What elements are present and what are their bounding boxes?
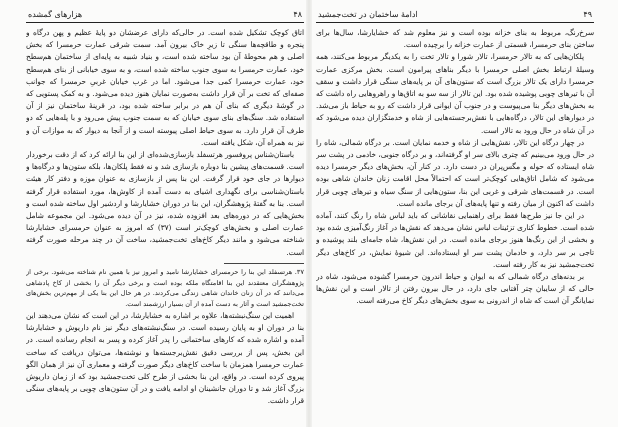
left-body-text	[26, 27, 304, 408]
right-paragraph-4: در این جا نیز طرح‌ها فقط برای راهنمایی نقاشانی که باید لباس شاه را رنگ کنند، آماده شده است. خطوط کناری تزئینات لباس نشان می‌دهد که نقش‌ها در آغاز رنگ‌آمیزی شده بود و بخشی از این رنگ‌ها هنوز برجای مانده است. در این نقش‌ها، شاه جامه‌ای بلند پوشیده و تاجی بر سر دارد، و خادمان پشت سر او ایستاده‌اند. این شیوهٔ نمایش، در کاخ‌های دیگر تخت‌جمشید نیز به کار رفته است.	[316, 211, 594, 269]
page-gutter	[306, 0, 312, 427]
right-paragraph-3: در چهار درگاه این تالار، نقش‌هایی از شاه و خدمه نمایان است. بر درگاه شمالی، شاه را در حال ورود می‌بینیم که چتری بالای سر او گرفته‌اند، و بر درگاه جنوبی، خادمی در پشت سر شاه ایستاده که حوله و مگس‌پران در دست دارد. در کنار آن، بخش‌های دیگر حرمسرا دیده می‌شود که شامل اتاق‌هایی کوچک‌تر است که احتمالاً محل اقامت زنان خاندان شاهی بوده است. در قسمت‌های شرقی و غربی این بنا، ستون‌هایی از سنگ سیاه و تیرهای چوبی قرار داشت که اکنون از میان رفته و تنها پایه‌های آن برجای مانده است.	[316, 137, 594, 208]
left-paragraph-3: اهمیت این سنگ‌نبشته‌ها، علاوه بر اشاره به خشایارشا، در این است که نشان می‌دهند این بنا در دوران او به پایان رسیده است. در سنگ‌نبشته‌های دیگر نیز نام داریوش و خشایارشا آمده و اشاره شده که کارهای ساختمانی را پدر آغاز کرده و پسر به انجام رسانده است. در این بخش، پس از بررسی دقیق نقش‌برجسته‌ها و نوشته‌ها، می‌توان دریافت که ساخت عمارت حرمسرا همزمان با ساخت کاخ‌های دیگر صورت گرفته و معماری آن نیز از همان الگو پیروی کرده است. در واقع، این بنا بخشی از طرح کلی تخت‌جمشید بود که از زمان داریوش بزرگ آغاز شد و تا دوران جانشینان او ادامه یافت و در آن ستون‌های چوبی بر پایه‌های سنگی قرار داشت.	[26, 311, 304, 406]
footnote-rule	[224, 263, 304, 264]
right-paragraph-1: سرخ‌رنگ، مربوط به بنای خزانه بوده است و نیز معلوم شد که خشایارشا، سال‌ها برای ساختن بنای حرمسرا، قسمتی از عمارت خزانه را برچیده است.	[316, 28, 594, 50]
left-paragraph-1: اتاق کوچک تشکیل شده است. در حالی‌که دارای عرضشان دو پایهٔ عظیم و پهن درگاه و پنجره و طاقچه‌ها سنگی تا زیرِ خاک بیرون آمد. سمت شرقی عمارت حرمسرا که بخش اصلی و هم محوطهٔ آن بود ساخته شده است، و بنیاد شبیه به پایه‌ای از ساختمان هم‌سطح خود، عمارت حرمسرا به سوی جنوب ساخته شده است، و به سوی خیابانی از بنای هم‌سطح خود، عمارت حرمسرا کمی جدا می‌شود. اما در غرب خیابان غربیِ حرمسرا که جوانب صفه‌ای که تخت بر آن قرار داشت به‌صورت نمایان هنوز دیده می‌شود. و به کمک پستویی که در گوشهٔ دیگری که بنای آن هم در برابر ساخته شده بود، در قرینهٔ ساختمان نیز از آن استفاده شد. سنگ‌های بنای سوی خیابان که به سمت جنوب پیش می‌رود و با پله‌هایی که دو طرف آن قرار دارد. به سوی حیاط اصلی پیوسته است و از آنجا به دیوار که به موازات آن و نیز به همراه آن، شکل یافته است.	[26, 28, 304, 147]
right-running-title: ادامهٔ ساختمان در تخت‌جمشید	[318, 10, 418, 19]
right-page-number: ۴۹	[583, 10, 592, 19]
left-footnote: ۳۷. هرتسفلد این بنا را حرمسرای خشایارشا نامید و امروز نیز با همین نام شناخته می‌شود. برخی از پژوهشگران معتقدند این بنا اقامتگاه ملکه بوده است و برخی دیگر آن را بخشی از کاخ پادشاهی می‌دانند که در آن زنان خاندان شاهی زندگی می‌کردند. در هر حال این بنا یکی از مهم‌ترین بخش‌های تخت‌جمشید است و آثار به دست آمده از آن بسیار ارزشمند است.	[26, 267, 304, 309]
left-paragraph-2: باستان‌شناس پروفسور هرتسفلد بازسازی‌شده‌ای از این بنا ارائه کرد که از دقت برخوردار است. قسمت‌های پیشین بنا دوباره بازسازی شد و نه فقط پلکان‌ها، بلکه ستون‌ها و درگاه‌ها و دیوارها در جای خود قرار گرفت. این بنا پس از بازسازی به عنوان موزه و دفتر کار هیئت باستان‌شناسی برای نگهداری اشیای به دست آمده از کاوش‌ها، مورد استفاده قرار گرفته است. بنا به گفتهٔ پژوهشگران، این بنا در دوران خشایارشا و اردشیر اول ساخته شده است و بخش‌هایی که در دوره‌های بعد افزوده شده، نیز در آن دیده می‌شود. این مجموعه شامل عمارت اصلی و بخش‌های کوچک‌تر است (۳۷) که امروز به عنوان حرمسرای خشایارشا شناخته می‌شود و مانند دیگر کاخ‌های تخت‌جمشید، ساخت آن در چند مرحله صورت گرفته است.	[26, 150, 304, 257]
left-running-title: هزارهای گمشده	[28, 10, 83, 19]
right-paragraph-2: پلکان‌هایی که به تالار حرمسرا، تالار شورا و تالار تخت را به یکدیگر مربوط می‌کنند، همه وسیلهٔ ارتباط بخش اصلی حرمسرا با دیگر بناهای پیرامون است. بخش مرکزی عمارت حرمسرا دارای یک تالار بزرگ است که ستون‌های آن بر پایه‌های سنگی قرار داشت و سقف آن با تیرهای چوبی پوشیده شده بود. این تالار از سه سو به اتاق‌ها و راهروهایی راه داشت که به بخش‌های دیگر بنا می‌پیوست و در جنوب آن ایوانی قرار داشت که رو به حیاط باز می‌شد. در دیوارهای این تالار، درگاه‌هایی با نقش‌برجسته‌هایی از شاه و خدمتگزاران دیده می‌شود که در آن شاه در حال ورود به تالار است.	[316, 52, 594, 135]
right-running-head	[316, 10, 594, 23]
right-page	[316, 10, 594, 410]
left-running-head	[26, 10, 304, 23]
left-page-number: ۴۸	[293, 10, 302, 19]
right-body-text	[316, 27, 594, 308]
right-paragraph-5: بر بدنه‌های درگاه شمالی که به ایوان و حیاط اندرون حرمسرا گشوده می‌شود، شاه در حالی که از سایبان چتر آفتابی جای دارد، در حال بیرون رفتن از تالار است و این نقش‌ها نمایانگر آن است که شاه از اندرونی به سوی بخش‌های دیگر کاخ می‌رفته است.	[316, 272, 594, 306]
left-page	[26, 10, 304, 410]
